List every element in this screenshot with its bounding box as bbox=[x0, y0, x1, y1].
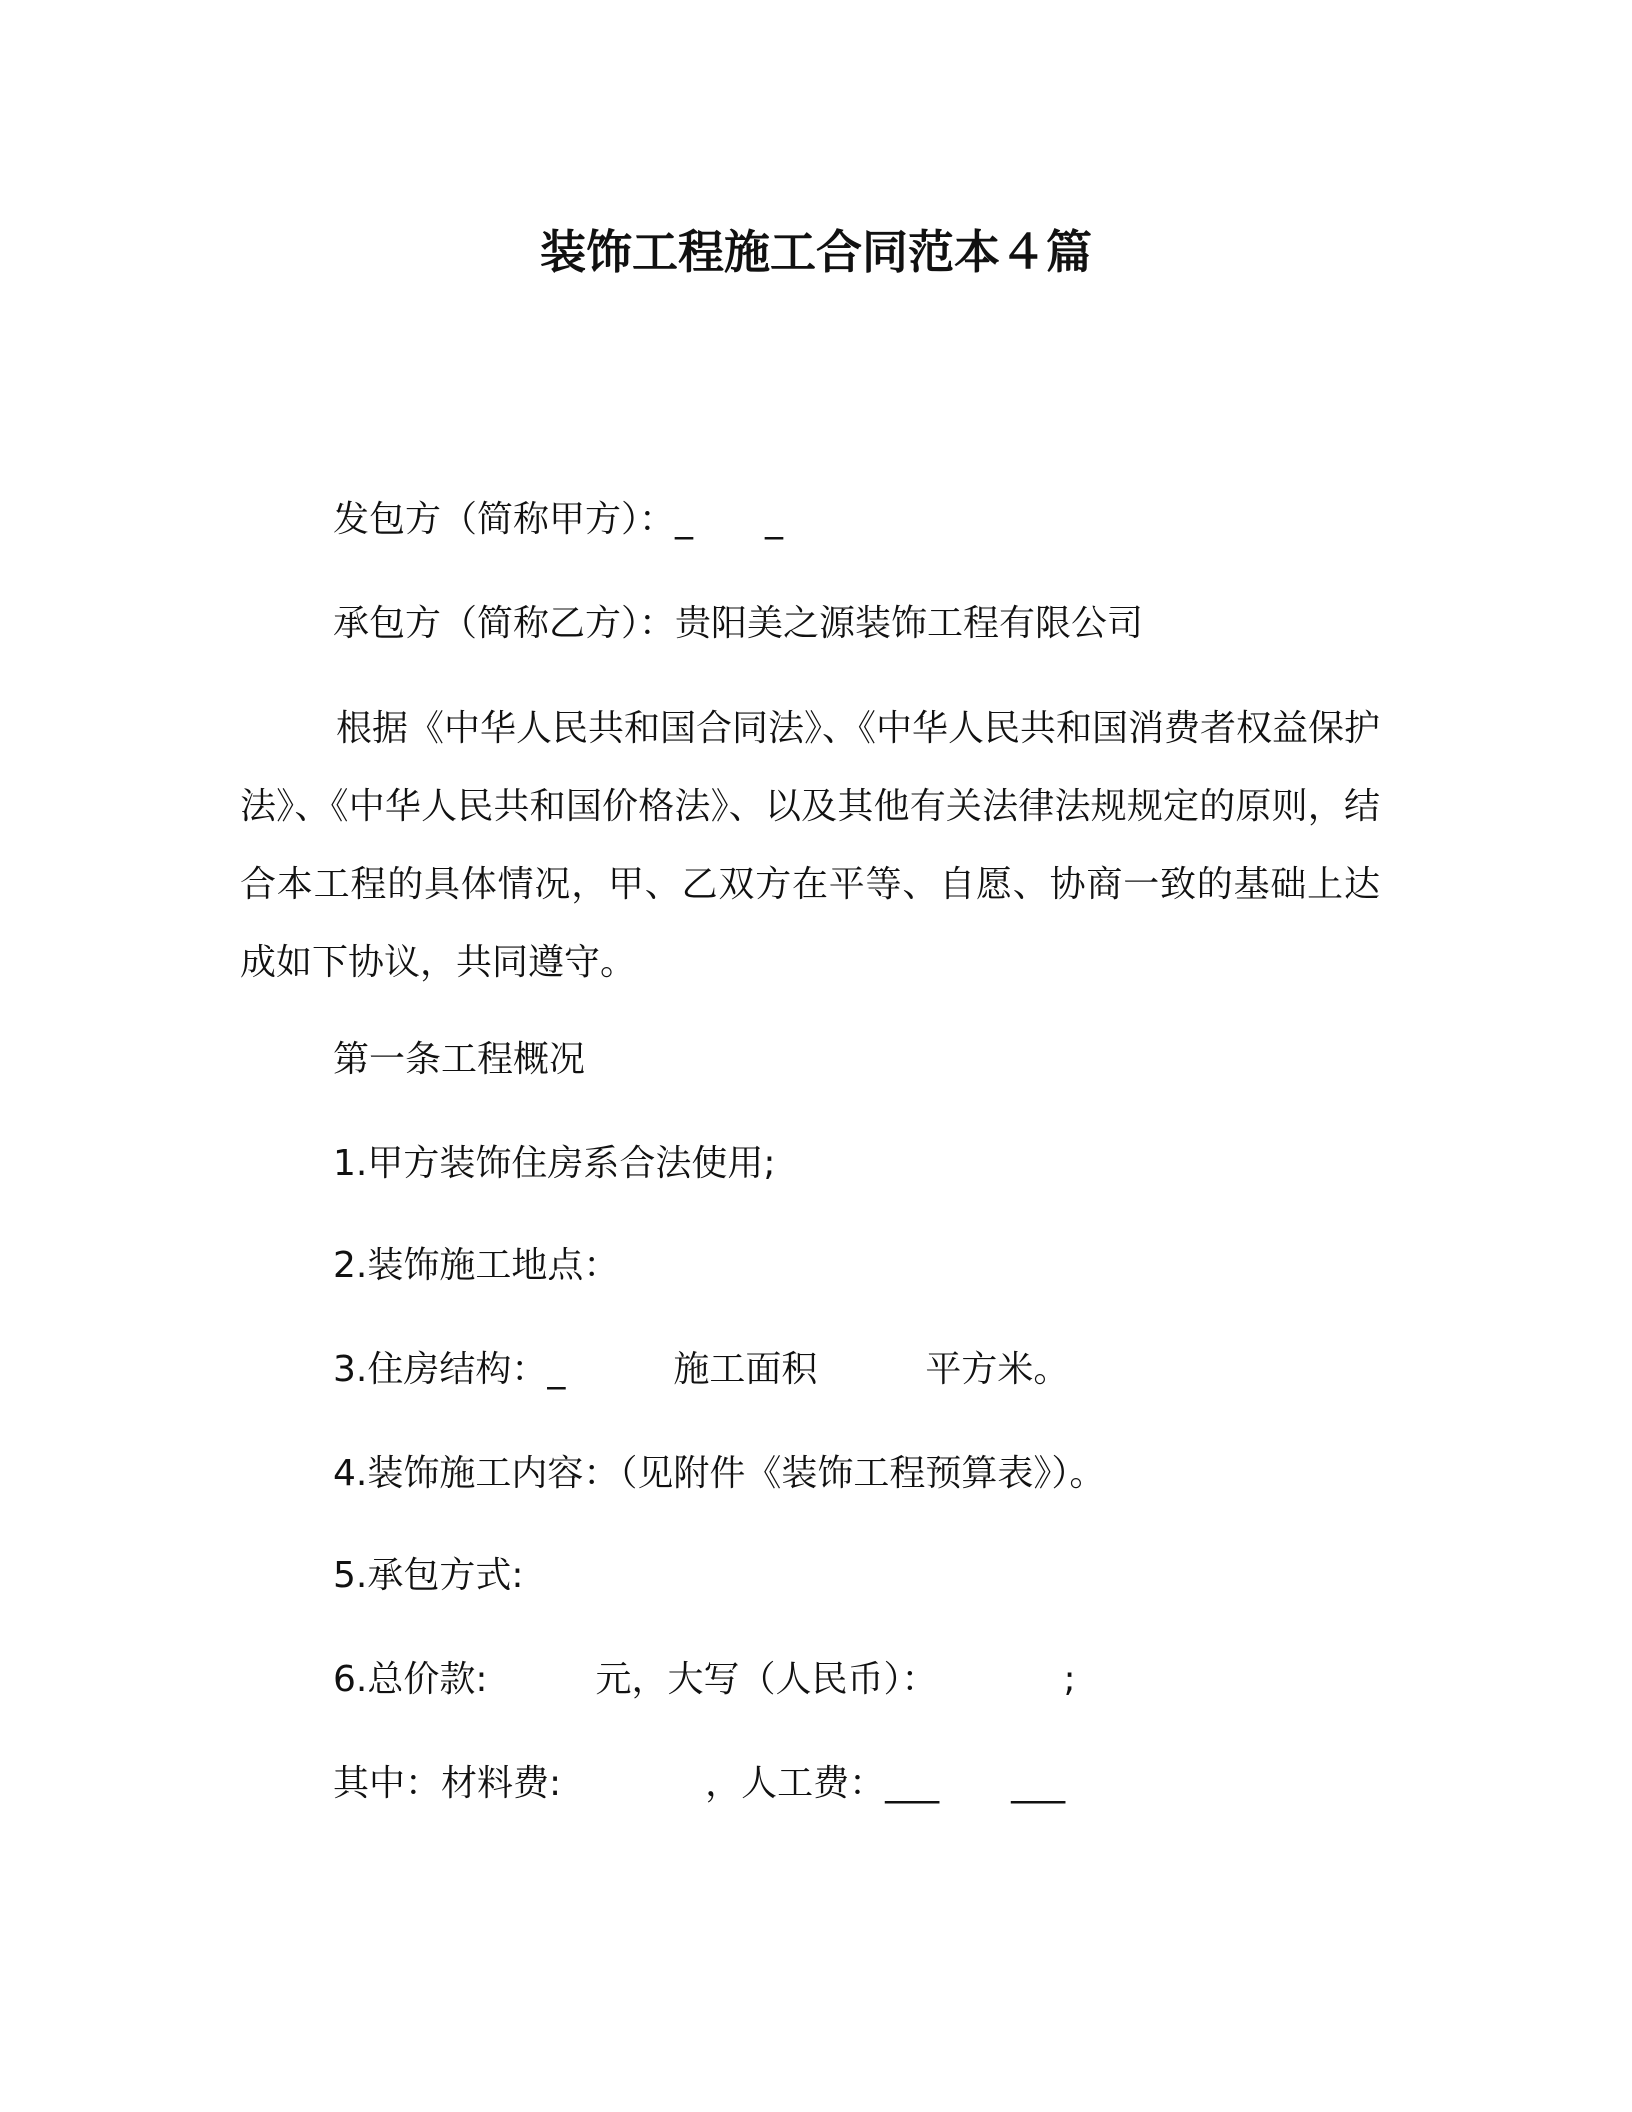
list-item: 2.装饰施工地点： bbox=[333, 1245, 620, 1286]
list-item: 5.承包方式: bbox=[333, 1555, 524, 1596]
list-item: 6.总价款: 元，大写（人民币）： ; bbox=[333, 1659, 1076, 1700]
preamble-paragraph: 根据《中华人民共和国合同法》、《中华人民共和国消费者权益保护法》、《中华人民共和国价格法》、以及其他有关法律法规规定的原则，结合本工程的具体情况，甲、乙双方在平等、自愿、协商一致的基础上达成如下协议，共同遵守。 bbox=[240, 708, 1381, 983]
list-item: 其中：材料费: ，人工费：___ ___ bbox=[333, 1763, 1066, 1804]
list-item: 3.住房结构：_ 施工面积 平方米。 bbox=[333, 1349, 1070, 1390]
party-b-line: 承包方（简称乙方）：贵阳美之源装饰工程有限公司 bbox=[333, 603, 1144, 644]
document-title: 装饰工程施工合同范本４篇 bbox=[540, 225, 1092, 279]
article-heading: 第一条工程概况 bbox=[333, 1039, 586, 1080]
party-a-line: 发包方（简称甲方）：_ _ bbox=[333, 499, 784, 540]
list-item: 4.装饰施工内容：（见附件《装饰工程预算表》）。 bbox=[333, 1453, 1106, 1494]
list-item: 1.甲方装饰住房系合法使用; bbox=[333, 1143, 776, 1184]
